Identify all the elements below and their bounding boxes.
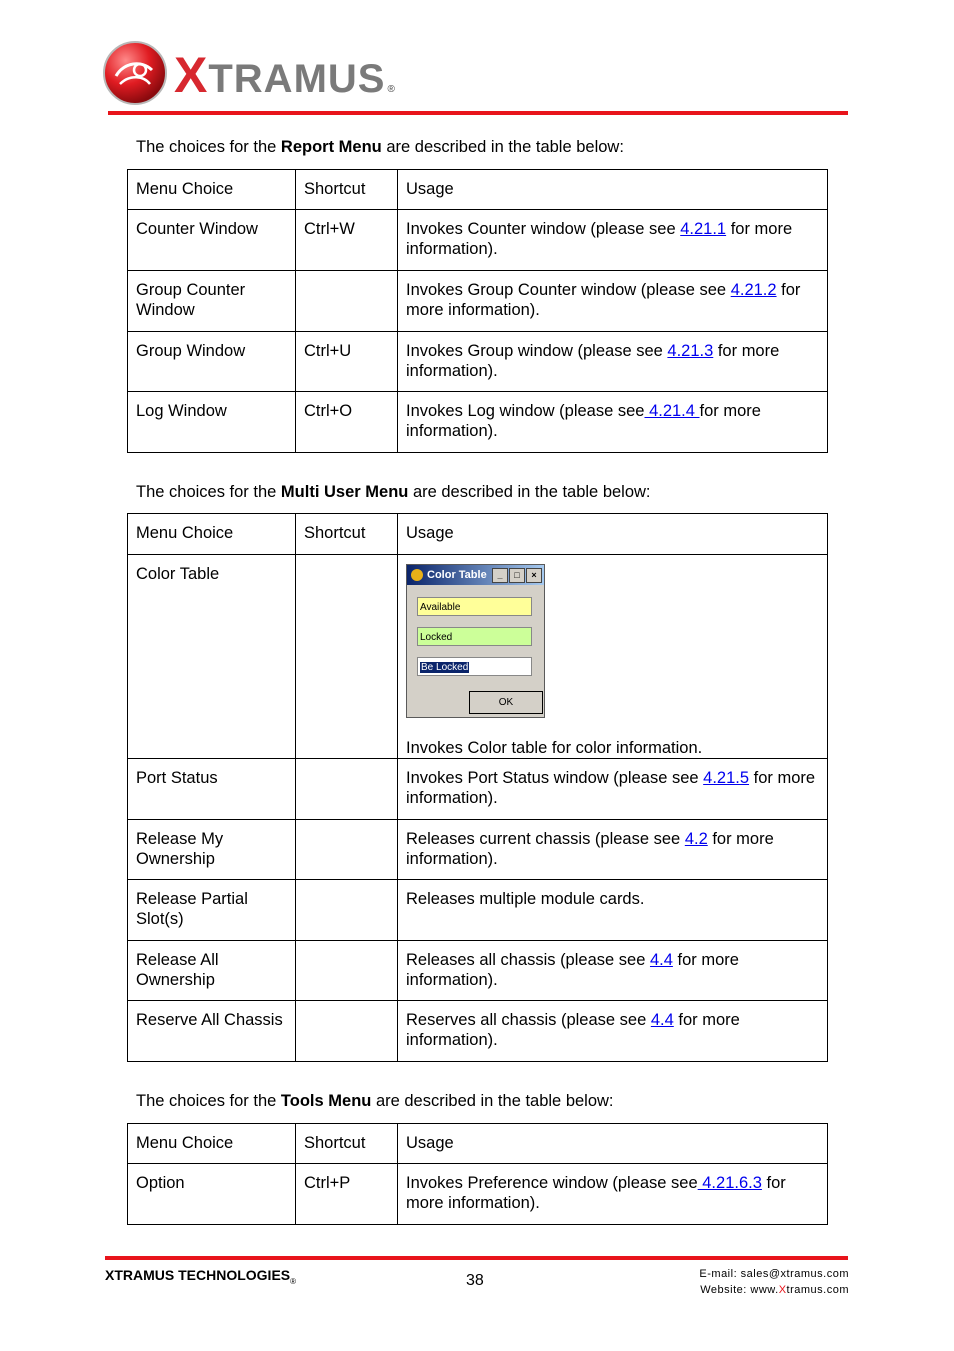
shortcut-cell bbox=[296, 271, 398, 332]
choice-cell: Log Window bbox=[128, 392, 296, 453]
footer-company: XTRAMUS $TECHNOLOGIES_®$ bbox=[105, 1267, 297, 1286]
usage-cell: Invokes Log window (please see 4.21.4 for more information). bbox=[398, 392, 828, 453]
choice-cell: Release My Ownership bbox=[128, 820, 296, 880]
usage-cell: Reserves all chassis (please see 4.4 for more information). bbox=[398, 1001, 828, 1062]
table-header-row bbox=[128, 170, 828, 210]
header-cell: Menu Choice bbox=[128, 1124, 296, 1164]
color-table-usage: Invokes Color table for color information. bbox=[406, 739, 703, 757]
footer-rule bbox=[105, 1256, 848, 1260]
choice-cell: Port Status bbox=[128, 759, 296, 820]
close-icon: × bbox=[526, 568, 542, 583]
choice-cell: Release All Ownership bbox=[128, 941, 296, 1001]
usage-cell bbox=[398, 555, 828, 759]
logo-wordmark: XTRAMUS ® bbox=[174, 47, 396, 103]
shortcut-cell: Ctrl+O bbox=[296, 392, 398, 453]
header-cell: Usage bbox=[398, 514, 828, 555]
usage-cell: Invokes Group window (please see 4.21.3 for more information). bbox=[398, 332, 828, 392]
multi-user-menu-intro: The choices for the Multi User Menu are described in the table below: bbox=[136, 483, 651, 501]
table-row bbox=[128, 210, 828, 271]
usage-cell: Invokes Counter window (please see 4.21.1 for more information). bbox=[398, 210, 828, 271]
color-table-titlebar: Color Table _ □ × bbox=[407, 565, 544, 585]
table-row bbox=[128, 332, 828, 392]
table-row bbox=[128, 1164, 828, 1225]
table-row bbox=[128, 392, 828, 453]
multi-user-menu-table bbox=[127, 513, 828, 1062]
report-menu-intro: The choices for the Report Menu are described in the table below: bbox=[136, 138, 624, 156]
shortcut-cell bbox=[296, 941, 398, 1001]
choice-cell: Reserve All Chassis bbox=[128, 1001, 296, 1062]
choice-cell: Group Counter Window bbox=[128, 271, 296, 332]
choice-cell: Counter Window bbox=[128, 210, 296, 271]
section-link[interactable]: 4.21.6.3 bbox=[697, 1174, 762, 1192]
header-cell: Shortcut bbox=[296, 1124, 398, 1164]
section-link[interactable]: 4.21.4 bbox=[644, 402, 700, 420]
table-row bbox=[128, 271, 828, 332]
footer-website: Website: www.Xtramus.com bbox=[700, 1284, 849, 1296]
report-menu-table bbox=[127, 169, 828, 453]
page-number: 38 bbox=[466, 1272, 484, 1289]
header-rule bbox=[108, 111, 848, 115]
header-cell: Shortcut bbox=[296, 170, 398, 210]
usage-cell: Invokes Preference window (please see 4.21.6.3 for more information). bbox=[398, 1164, 828, 1225]
header-cell: Usage bbox=[398, 170, 828, 210]
table-row bbox=[128, 1001, 828, 1062]
shortcut-cell: Ctrl+P bbox=[296, 1164, 398, 1225]
tools-menu-table bbox=[127, 1123, 828, 1225]
table-row bbox=[128, 880, 828, 941]
table-row bbox=[128, 555, 828, 759]
section-link[interactable]: 4.4 bbox=[649, 951, 673, 969]
shortcut-cell bbox=[296, 1001, 398, 1062]
table-row bbox=[128, 820, 828, 880]
be-locked-swatch: Be Locked bbox=[417, 657, 532, 676]
footer-email: E-mail: sales@xtramus.com bbox=[699, 1268, 849, 1280]
header-cell: Usage bbox=[398, 1124, 828, 1164]
logo-globe-icon bbox=[102, 40, 168, 106]
table-header-row bbox=[128, 514, 828, 555]
choice-cell: Group Window bbox=[128, 332, 296, 392]
available-swatch: Available bbox=[417, 597, 532, 616]
usage-cell: Invokes Port Status window (please see 4.21.5 for more information). bbox=[398, 759, 828, 820]
section-link[interactable]: 4.4 bbox=[650, 1011, 674, 1029]
table-row bbox=[128, 941, 828, 1001]
section-link[interactable]: 4.21.1 bbox=[680, 220, 727, 238]
usage-cell: Releases current chassis (please see 4.2 for more information). bbox=[398, 820, 828, 880]
shortcut-cell: Ctrl+W bbox=[296, 210, 398, 271]
shortcut-cell: Ctrl+U bbox=[296, 332, 398, 392]
header-cell: Menu Choice bbox=[128, 514, 296, 555]
section-link[interactable]: 4.21.2 bbox=[730, 281, 777, 299]
choice-cell: Option bbox=[128, 1164, 296, 1225]
header-cell: Shortcut bbox=[296, 514, 398, 555]
usage-cell: Invokes Group Counter window (please see 4.21.2 for more information). bbox=[398, 271, 828, 332]
shortcut-cell bbox=[296, 880, 398, 941]
usage-cell: Releases all chassis (please see 4.4 for more information). bbox=[398, 941, 828, 1001]
footer-contact bbox=[620, 1266, 849, 1298]
shortcut-cell bbox=[296, 759, 398, 820]
section-link[interactable]: 4.21.5 bbox=[703, 769, 750, 787]
maximize-icon: □ bbox=[509, 568, 525, 583]
minimize-icon: _ bbox=[492, 568, 508, 583]
shortcut-cell bbox=[296, 820, 398, 880]
table-row bbox=[128, 759, 828, 820]
tools-menu-intro: The choices for the Tools Menu are described in the table below: bbox=[136, 1092, 614, 1110]
locked-swatch: Locked bbox=[417, 627, 532, 646]
table-header-row bbox=[128, 1124, 828, 1164]
xtramus-logo bbox=[100, 38, 430, 110]
section-link[interactable]: 4.2 bbox=[684, 830, 708, 848]
choice-cell: Color Table bbox=[128, 555, 296, 759]
shortcut-cell bbox=[296, 555, 398, 759]
choice-cell: Release Partial Slot(s) bbox=[128, 880, 296, 941]
section-link[interactable]: 4.21.3 bbox=[667, 342, 714, 360]
header-cell: Menu Choice bbox=[128, 170, 296, 210]
usage-cell: Releases multiple module cards. bbox=[398, 880, 828, 941]
app-icon bbox=[411, 569, 423, 581]
color-table-screenshot bbox=[406, 564, 545, 718]
ok-button: OK bbox=[469, 691, 543, 714]
